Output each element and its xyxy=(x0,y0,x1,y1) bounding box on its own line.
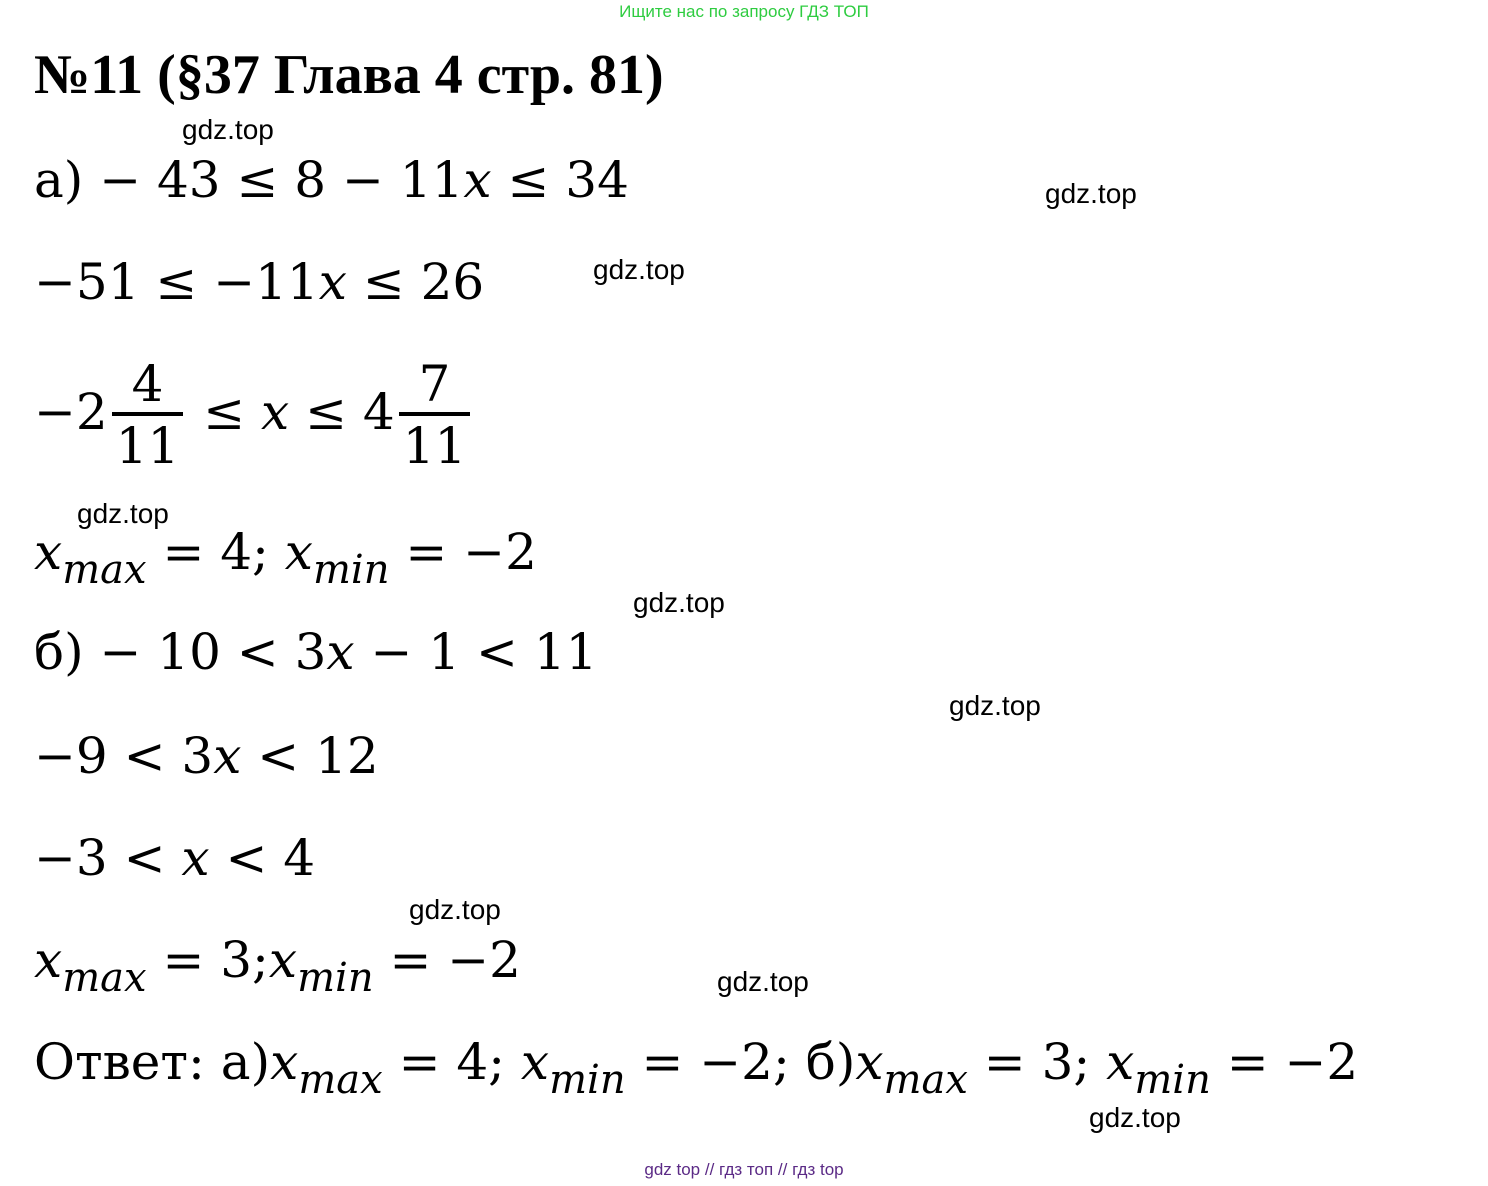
equation-a-1: а) − 43 ≤ 8 − 11x ≤ 34 xyxy=(34,151,629,209)
watermark: gdz.top xyxy=(633,587,725,618)
watermark: gdz.top xyxy=(1045,178,1137,209)
bottom-links: gdz top // гдз топ // гдз top xyxy=(644,1160,844,1179)
link-gdz-top[interactable]: gdz top xyxy=(644,1160,701,1179)
equation-a-2: −51 ≤ −11x ≤ 26 xyxy=(34,253,485,311)
watermark: gdz.top xyxy=(949,690,1041,721)
watermark: gdz.top xyxy=(182,114,274,145)
fraction: $\frac{4}{11}$ xyxy=(112,356,184,476)
fraction: $\frac{7}{11}$ xyxy=(399,356,471,476)
equation-b-3: −3 < x < 4 xyxy=(34,829,316,887)
watermark: gdz.top xyxy=(77,498,169,529)
watermark: gdz.top xyxy=(593,254,685,285)
watermark: gdz.top xyxy=(717,966,809,997)
equation-b-2: −9 < 3x < 12 xyxy=(34,727,379,785)
watermark: gdz.top xyxy=(409,894,501,925)
page-title: №11 (§37 Глава 4 стр. 81) xyxy=(34,44,664,106)
watermark: gdz.top xyxy=(1089,1102,1181,1133)
answer-line: Ответ: $а)x_{max} = 4$; $x_{min} = -2$; $б)x_{max} = 3$; $x_{min} = -2$ xyxy=(34,1033,1359,1103)
top-search-banner[interactable]: Ищите нас по запросу ГДЗ ТОП xyxy=(619,2,869,21)
equation-a-4: $x_{max} = 4$; $x_{min} = -2$ xyxy=(34,523,537,593)
equation-b-1: б) − 10 < 3x − 1 < 11 xyxy=(34,623,598,681)
equation-b-4: $x_{max}$ = $3;x_{min} = -2$ xyxy=(34,931,521,1001)
link-gdz-top-ru[interactable]: гдз топ xyxy=(719,1160,774,1179)
equation-a-3: −2 $\frac{4}{11}$ ≤ x ≤ 4 $\frac{7}{11}$ xyxy=(34,356,474,476)
link-gdz-top-mixed[interactable]: гдз top xyxy=(792,1160,844,1179)
